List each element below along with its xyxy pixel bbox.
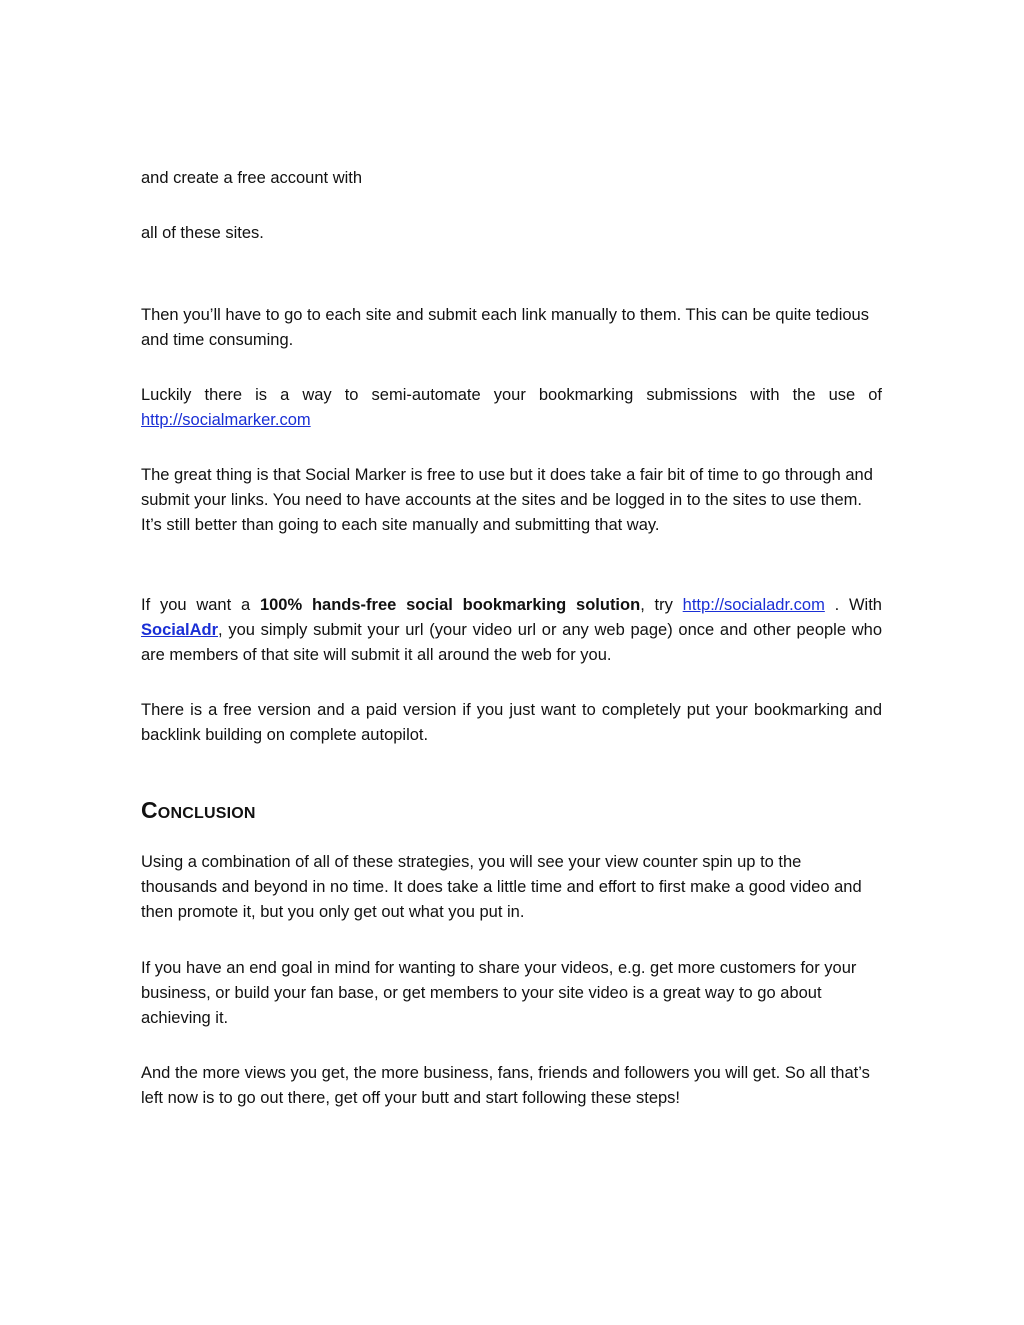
- paragraph-luckily-text: Luckily there is a way to semi-automate your bookmarking submissions with the use of: [141, 386, 882, 404]
- paragraph-manual-submission: Then you’ll have to go to each site and submit each link manually to them. This can be quite tedious and time consuming.: [141, 306, 869, 349]
- paragraph-free-version: There is a free version and a paid version if you just want to completely put your bookmarking and backlink building on complete autopilot.: [141, 701, 882, 744]
- socialmarker-link[interactable]: http://socialmarker.com: [141, 411, 311, 429]
- hands-free-text-3: . With: [824, 596, 882, 614]
- conclusion-heading: Conclusion: [141, 797, 256, 823]
- hands-free-text-1: If you want a: [141, 596, 260, 614]
- paragraph-luckily: [141, 383, 882, 433]
- hands-free-text-4: , you simply submit your url (your video url or any web page) once and other people who are members of that site will submit it all around the web for you.: [141, 621, 882, 664]
- paragraph-more-views: And the more views you get, the more business, fans, friends and followers you will get. So all that’s left now is to go out there, get off your butt and start following these steps!: [141, 1064, 870, 1107]
- paragraph-hands-free: [141, 593, 882, 668]
- hands-free-text-2: , try: [640, 596, 683, 614]
- intro-line-1: and create a free account with: [141, 169, 363, 187]
- hands-free-bold: 100% hands-free social bookmarking solution: [259, 596, 641, 614]
- socialadr-link[interactable]: http://socialadr.com: [682, 596, 825, 614]
- socialadr-bold-link[interactable]: SocialAdr: [141, 621, 219, 639]
- intro-line-2: all of these sites.: [141, 224, 264, 242]
- paragraph-combination: Using a combination of all of these strategies, you will see your view counter spin up to the thousands and beyond in no time. It does take a little time and effort to first make a good video and then promote it, but you only get out what you put in.: [141, 853, 862, 921]
- paragraph-end-goal: If you have an end goal in mind for wanting to share your videos, e.g. get more customers for your business, or build your fan base, or get members to your site video is a great way to go about achieving it.: [141, 959, 857, 1027]
- paragraph-social-marker: The great thing is that Social Marker is free to use but it does take a fair bit of time to go through and submit your links. You need to have accounts at the sites and be logged in to the sites to use them. It’s still better than going to each site manually and submitting that way.: [141, 466, 873, 534]
